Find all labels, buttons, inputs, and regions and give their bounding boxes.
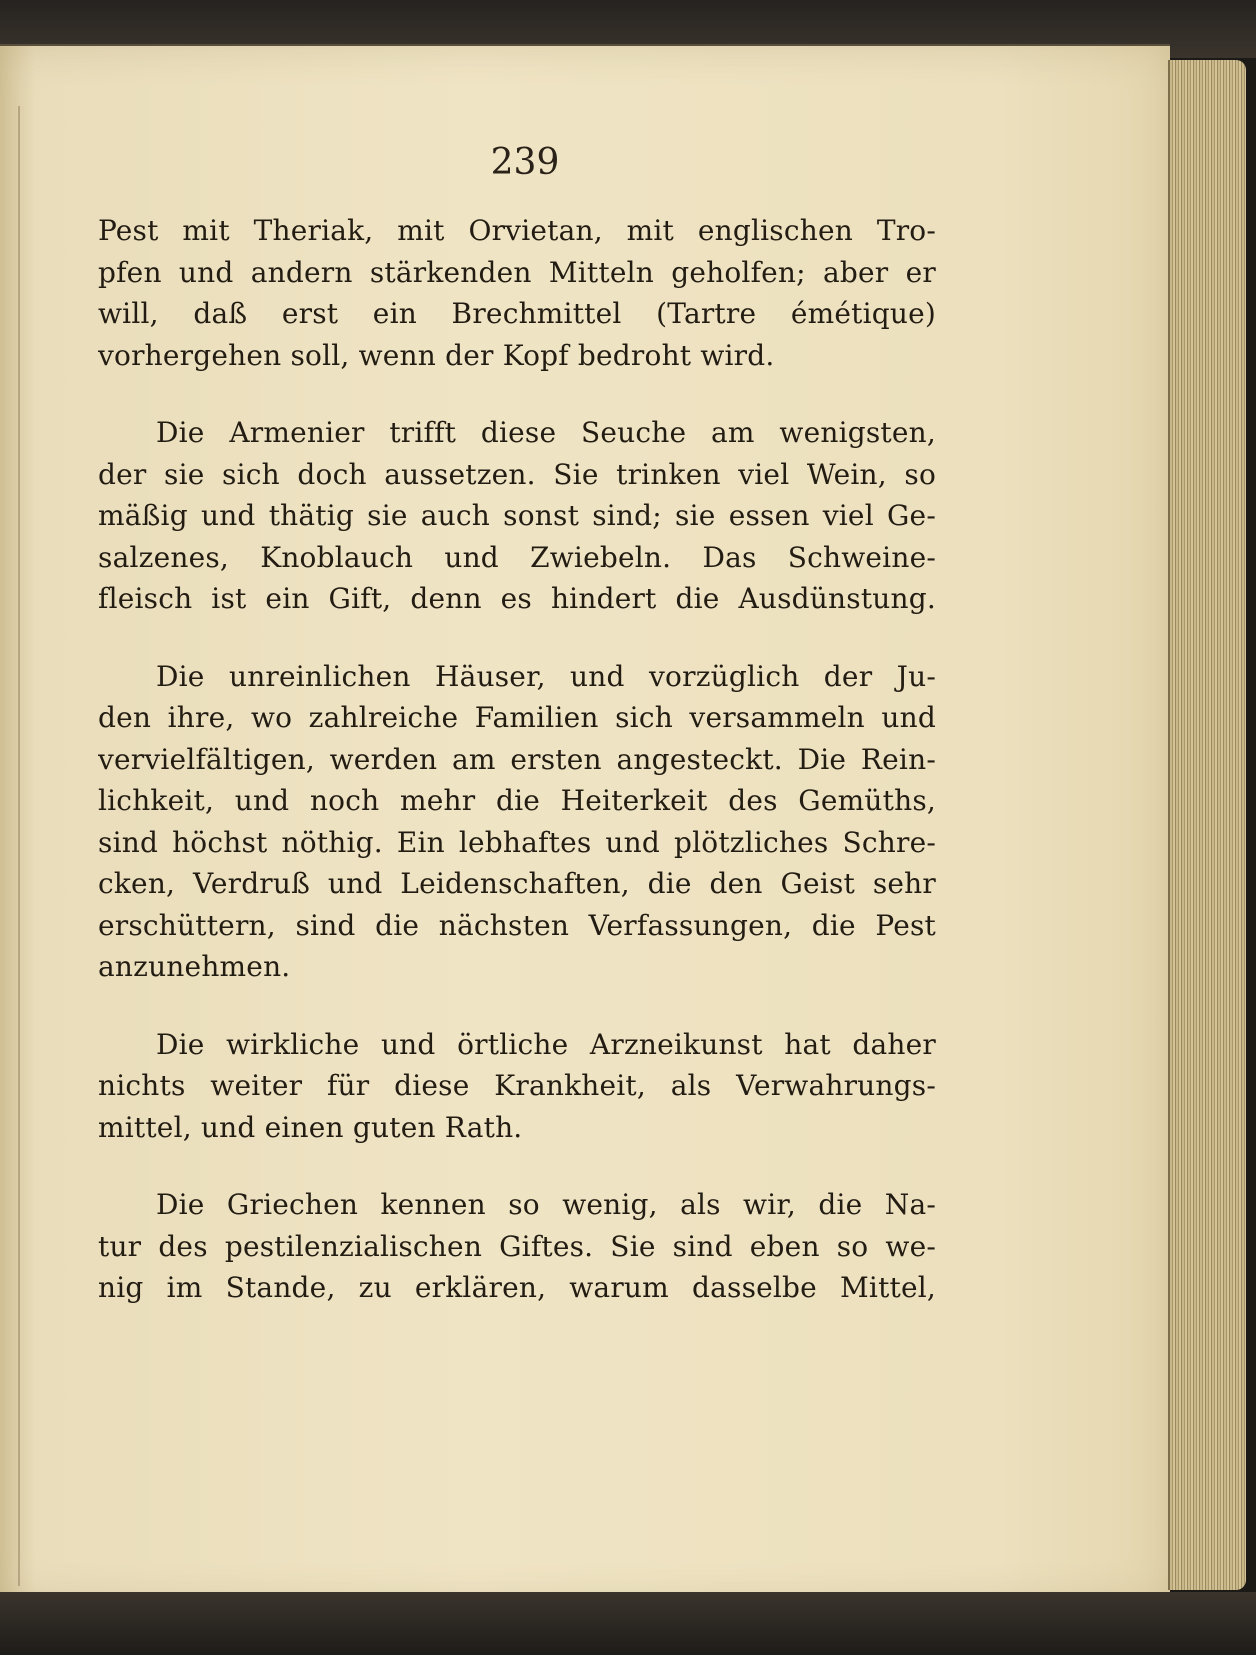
text-line: vorhergehen soll, wenn der Kopf bedroht wird. [98, 338, 775, 372]
text-line: lichkeit, und noch mehr die Heiterkeit des Gemüths, [98, 784, 936, 817]
text-line: den ihre, wo zahlreiche Familien sich versammeln und [98, 701, 936, 734]
text-line: Pest mit Theriak, mit Orvietan, mit englischen Tro- [98, 214, 936, 247]
paragraph [98, 656, 936, 988]
paragraph-gap [98, 620, 936, 656]
text-line: erschüttern, sind die nächsten Verfassungen, die Pest [98, 908, 936, 942]
text-line: will, daß erst ein Brechmittel (Tartre émétique) [98, 297, 936, 330]
text-line: mäßig und thätig sie auch sonst sind; sie essen viel Ge- [98, 499, 936, 532]
text-line: Die unreinlichen Häuser, und vorzüglich der Ju- [156, 659, 936, 693]
paragraph-gap [98, 1148, 936, 1184]
paragraph [98, 412, 936, 620]
body-text [98, 210, 936, 1309]
page-gutter [18, 106, 20, 1586]
text-line: vervielfältigen, werden am ersten angesteckt. Die Rein- [98, 742, 936, 776]
text-line: sind höchst nöthig. Ein lebhaftes und plötzliches Schre- [98, 825, 936, 859]
text-line: Die wirkliche und örtliche Arzneikunst hat daher [156, 1027, 936, 1061]
text-line: der sie sich doch aussetzen. Sie trinken viel Wein, so [98, 457, 936, 491]
text-line: nig im Stande, zu erklären, warum dasselbe Mittel, [98, 1271, 936, 1304]
paragraph-gap [98, 988, 936, 1024]
paragraph [98, 1024, 936, 1149]
text-line: Die Griechen kennen so wenig, als wir, die Na- [156, 1188, 936, 1221]
text-line: pfen und andern stärkenden Mitteln geholfen; aber er [98, 255, 936, 289]
text-line: salzenes, Knoblauch und Zwiebeln. Das Schweine- [98, 540, 936, 574]
text-line: cken, Verdruß und Leidenschaften, die den Geist sehr [98, 867, 936, 900]
text-line: anzunehmen. [98, 950, 291, 983]
paragraph-gap [98, 376, 936, 412]
paragraph [98, 210, 936, 376]
text-line: tur des pestilenzialischen Giftes. Sie sind eben so we- [98, 1229, 936, 1263]
stacked-page-edges [1168, 60, 1246, 1590]
text-line: fleisch ist ein Gift, denn es hindert die Ausdünstung. [98, 582, 936, 615]
text-line: Die Armenier trifft diese Seuche am wenigsten, [156, 416, 936, 449]
paragraph [98, 1184, 936, 1309]
book-cover-bottom-edge [0, 1592, 1256, 1655]
text-line: mittel, und einen guten Rath. [98, 1110, 523, 1144]
page-number: 239 [490, 142, 560, 183]
text-line: nichts weiter für diese Krankheit, als Verwahrungs- [98, 1069, 936, 1102]
